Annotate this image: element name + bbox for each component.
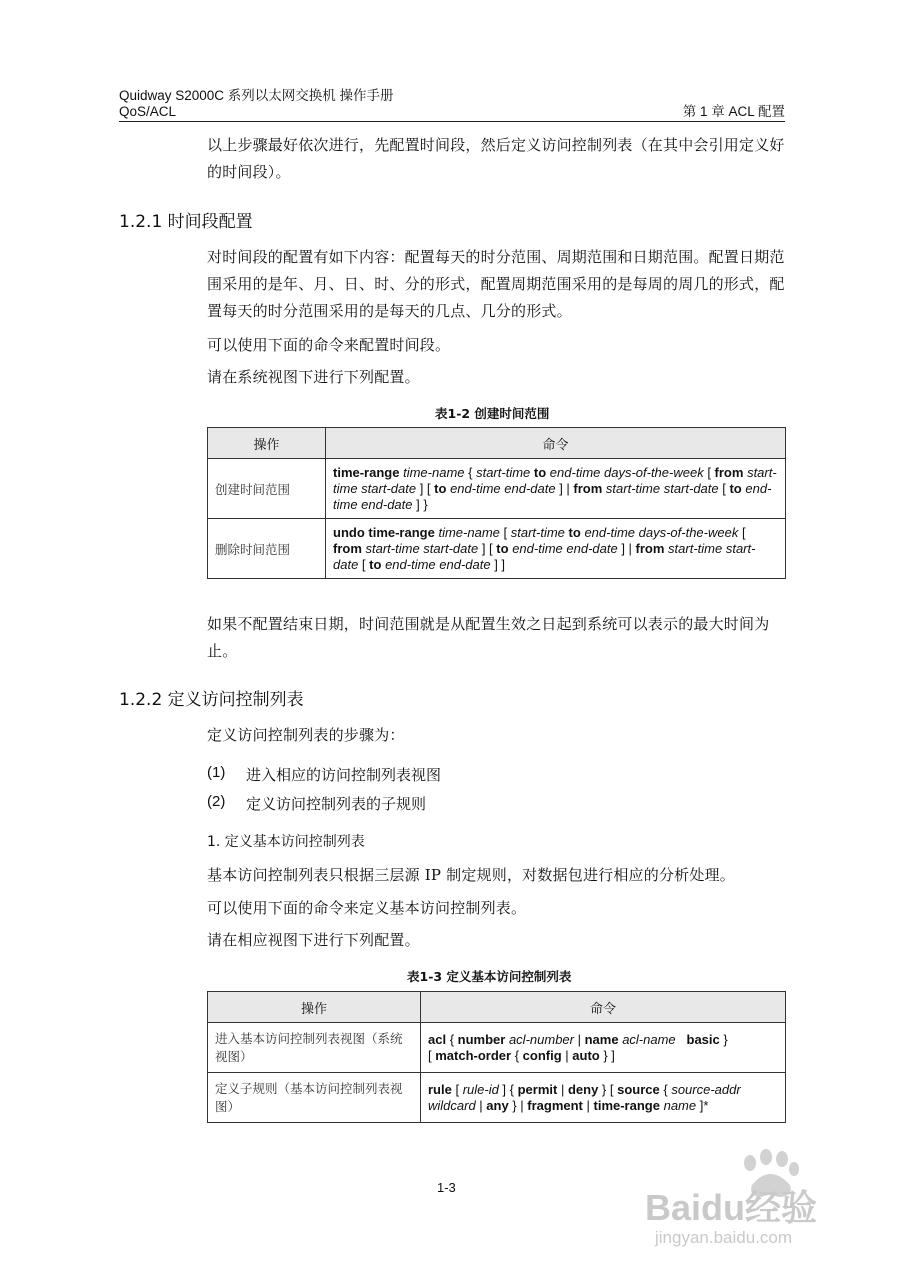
intro-paragraph: 以上步骤最好依次进行，先配置时间段，然后定义访问控制列表（在其中会引用定义好的时间段）。	[207, 136, 785, 181]
sec122-paragraph-4: 请在相应视图下进行下列配置。	[207, 931, 420, 949]
section-heading-121: 1.2.1 时间段配置	[119, 212, 253, 232]
table-header-row	[208, 992, 786, 1023]
subsection-heading: 1. 定义基本访问控制列表	[207, 834, 365, 850]
sec122-paragraph-1: 定义访问控制列表的步骤为：	[207, 726, 405, 744]
sec122-paragraph-3: 可以使用下面的命令来定义基本访问控制列表。	[207, 899, 527, 917]
page-number: 1-3	[437, 1180, 456, 1195]
watermark-brand: Baidu经验	[645, 1187, 818, 1228]
header-title: Quidway S2000C 系列以太网交换机 操作手册	[119, 88, 394, 103]
table-header-op: 操作	[208, 992, 421, 1023]
table-row	[208, 519, 786, 579]
time-range-table	[207, 427, 786, 579]
table-cell-cmd: undo time-range time-name [ start-time to end-time days-of-the-week [ from start-time start-date ] [ to end-time end-date ] | from start-time start-date [ to end-time end-date ] ]	[326, 519, 786, 579]
step-number: (2)	[207, 793, 226, 810]
sec121-paragraph-1: 对时间段的配置有如下内容：配置每天的时分范围、周期范围和日期范围。配置日期范围采用的是年、月、日、时、分的形式，配置周期范围采用的是每周的周几的形式，配置每天的时分范围采用的是每天的几点、几分的形式。	[207, 248, 785, 320]
sec121-paragraph-2: 可以使用下面的命令来配置时间段。	[207, 336, 451, 354]
table-row	[208, 1073, 786, 1123]
sec121-paragraph-4: 如果不配置结束日期，时间范围就是从配置生效之日起到系统可以表示的最大时间为止。	[207, 615, 770, 660]
watermark-url: jingyan.baidu.com	[655, 1228, 793, 1247]
table-header-cmd: 命令	[421, 992, 786, 1023]
basic-acl-table	[207, 991, 786, 1123]
table-caption-1-2: 表1-2 创建时间范围	[435, 406, 550, 421]
table-cell-cmd: rule [ rule-id ] { permit | deny } [ source { source-addr wildcard | any } | fragment | time-range name ]*	[421, 1073, 786, 1123]
step-text: 定义访问控制列表的子规则	[246, 795, 427, 813]
table-caption-1-3: 表1-3 定义基本访问控制列表	[407, 969, 572, 984]
table-cell-op: 创建时间范围	[208, 459, 326, 519]
sec121-paragraph-3: 请在系统视图下进行下列配置。	[207, 368, 420, 386]
table-header-cmd: 命令	[326, 428, 786, 459]
table-cell-cmd: time-range time-name { start-time to end-time days-of-the-week [ from start-time start-date ] [ to end-time end-date ] | from start-time start-date [ to end-time end-date ] }	[326, 459, 786, 519]
header-chapter: 第 1 章 ACL 配置	[682, 104, 785, 119]
header-rule	[119, 121, 785, 122]
table-cell-cmd: acl { number acl-number | name acl-name basic } [ match-order { config | auto } ]	[421, 1023, 786, 1073]
table-row	[208, 459, 786, 519]
table-cell-op: 定义子规则（基本访问控制列表视图）	[208, 1073, 421, 1123]
step-text: 进入相应的访问控制列表视图	[246, 766, 442, 784]
header-subtitle: QoS/ACL	[119, 104, 177, 119]
table-header-row	[208, 428, 786, 459]
section-heading-122: 1.2.2 定义访问控制列表	[119, 690, 304, 710]
step-number: (1)	[207, 764, 226, 781]
table-cell-op: 删除时间范围	[208, 519, 326, 579]
sec122-paragraph-2: 基本访问控制列表只根据三层源 IP 制定规则，对数据包进行相应的分析处理。	[207, 866, 735, 884]
table-cell-op: 进入基本访问控制列表视图（系统视图）	[208, 1023, 421, 1073]
table-row	[208, 1023, 786, 1073]
table-header-op: 操作	[208, 428, 326, 459]
